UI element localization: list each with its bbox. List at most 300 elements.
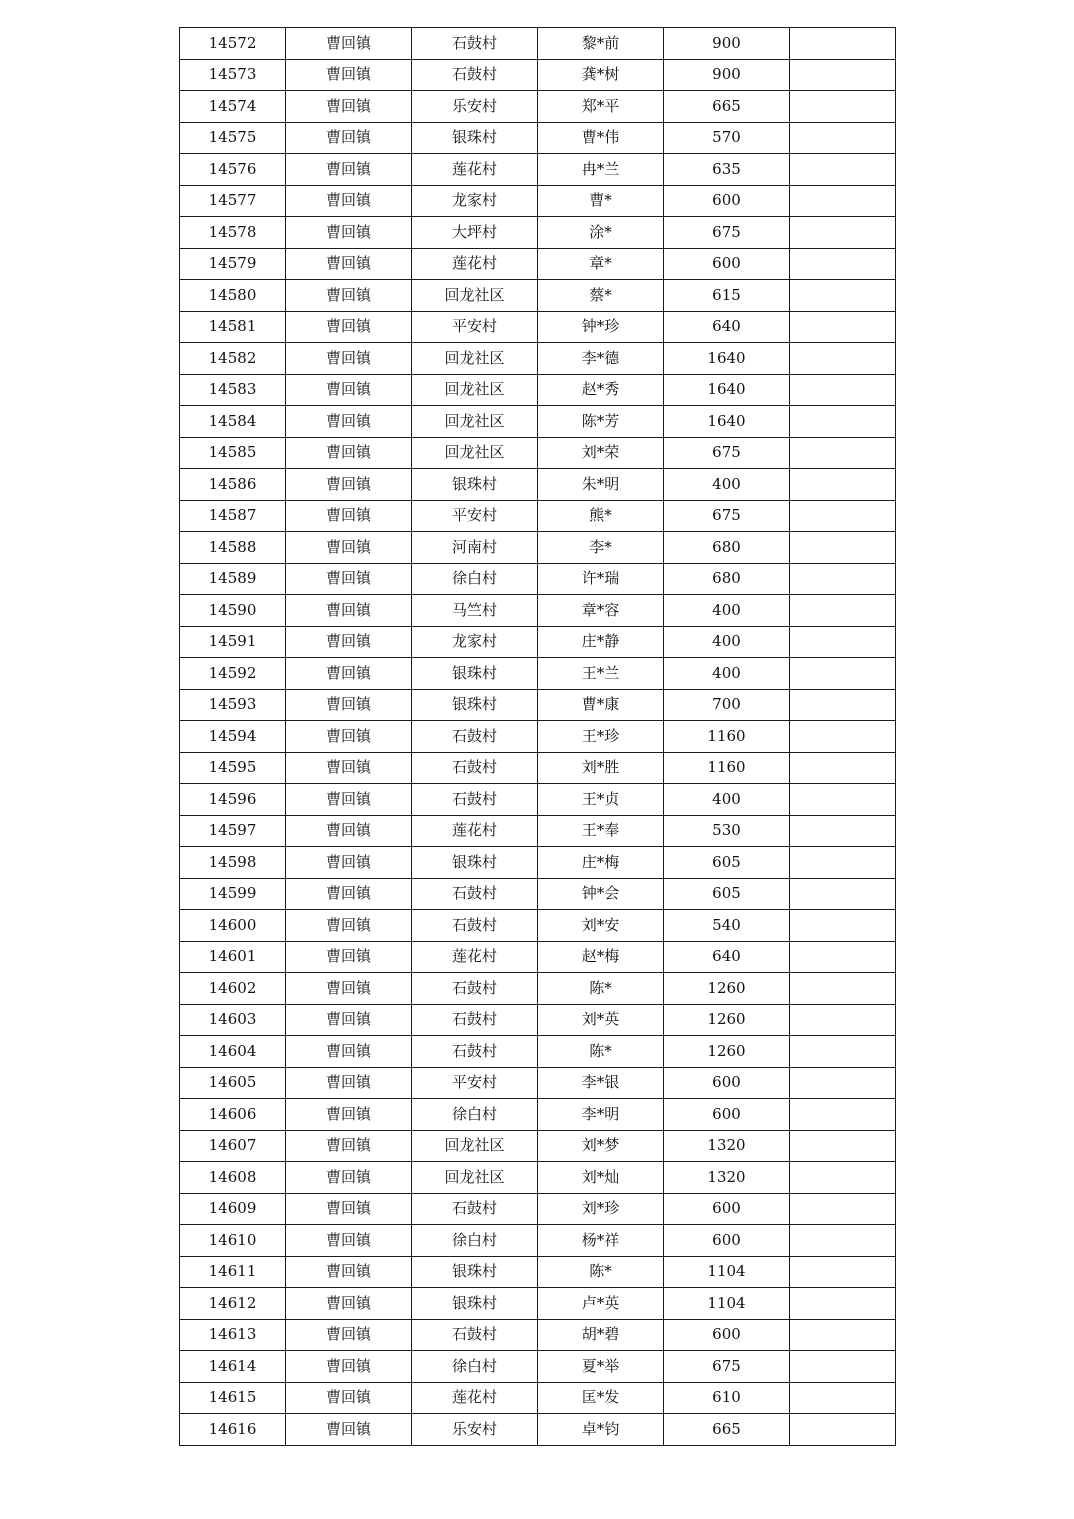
town-cell: 曹回镇 (286, 941, 412, 973)
table-row (180, 28, 896, 60)
person-name-cell: 钟*珍 (538, 311, 664, 343)
amount-cell: 600 (664, 1067, 790, 1099)
note-cell (790, 595, 896, 627)
serial-number-cell: 14608 (180, 1162, 286, 1194)
serial-number-cell: 14583 (180, 374, 286, 406)
village-cell: 平安村 (412, 500, 538, 532)
serial-number-cell: 14584 (180, 406, 286, 438)
town-cell: 曹回镇 (286, 1067, 412, 1099)
village-cell: 银珠村 (412, 1256, 538, 1288)
amount-cell: 615 (664, 280, 790, 312)
amount-cell: 675 (664, 1351, 790, 1383)
note-cell (790, 658, 896, 690)
person-name-cell: 卓*钧 (538, 1414, 664, 1446)
village-cell: 石鼓村 (412, 1004, 538, 1036)
table-row (180, 437, 896, 469)
village-cell: 石鼓村 (412, 973, 538, 1005)
person-name-cell: 郑*平 (538, 91, 664, 123)
person-name-cell: 蔡* (538, 280, 664, 312)
table-row (180, 1067, 896, 1099)
serial-number-cell: 14592 (180, 658, 286, 690)
table-row (180, 248, 896, 280)
amount-cell: 400 (664, 784, 790, 816)
person-name-cell: 刘*梦 (538, 1130, 664, 1162)
table-row (180, 374, 896, 406)
town-cell: 曹回镇 (286, 973, 412, 1005)
town-cell: 曹回镇 (286, 1099, 412, 1131)
serial-number-cell: 14598 (180, 847, 286, 879)
amount-cell: 600 (664, 1225, 790, 1257)
village-cell: 莲花村 (412, 248, 538, 280)
note-cell (790, 532, 896, 564)
person-name-cell: 夏*举 (538, 1351, 664, 1383)
serial-number-cell: 14615 (180, 1382, 286, 1414)
table-row (180, 1319, 896, 1351)
town-cell: 曹回镇 (286, 878, 412, 910)
town-cell: 曹回镇 (286, 721, 412, 753)
town-cell: 曹回镇 (286, 91, 412, 123)
village-cell: 徐白村 (412, 1351, 538, 1383)
note-cell (790, 437, 896, 469)
town-cell: 曹回镇 (286, 154, 412, 186)
table-row (180, 1414, 896, 1446)
table-row (180, 406, 896, 438)
table-row (180, 721, 896, 753)
amount-cell: 1160 (664, 721, 790, 753)
serial-number-cell: 14575 (180, 122, 286, 154)
table-row (180, 532, 896, 564)
village-cell: 徐白村 (412, 1225, 538, 1257)
serial-number-cell: 14611 (180, 1256, 286, 1288)
village-cell: 乐安村 (412, 1414, 538, 1446)
amount-cell: 900 (664, 28, 790, 60)
town-cell: 曹回镇 (286, 500, 412, 532)
note-cell (790, 1067, 896, 1099)
village-cell: 银珠村 (412, 847, 538, 879)
person-name-cell: 卢*英 (538, 1288, 664, 1320)
table-row (180, 847, 896, 879)
table-row (180, 626, 896, 658)
person-name-cell: 刘*安 (538, 910, 664, 942)
town-cell: 曹回镇 (286, 1004, 412, 1036)
person-name-cell: 刘*珍 (538, 1193, 664, 1225)
serial-number-cell: 14577 (180, 185, 286, 217)
note-cell (790, 1319, 896, 1351)
note-cell (790, 91, 896, 123)
amount-cell: 665 (664, 91, 790, 123)
amount-cell: 540 (664, 910, 790, 942)
town-cell: 曹回镇 (286, 28, 412, 60)
person-name-cell: 王*贞 (538, 784, 664, 816)
serial-number-cell: 14613 (180, 1319, 286, 1351)
table-row (180, 752, 896, 784)
person-name-cell: 刘*灿 (538, 1162, 664, 1194)
amount-cell: 1320 (664, 1162, 790, 1194)
town-cell: 曹回镇 (286, 1225, 412, 1257)
table-row (180, 1130, 896, 1162)
town-cell: 曹回镇 (286, 311, 412, 343)
table-row (180, 1162, 896, 1194)
serial-number-cell: 14587 (180, 500, 286, 532)
table-row (180, 154, 896, 186)
amount-cell: 400 (664, 658, 790, 690)
village-cell: 石鼓村 (412, 721, 538, 753)
table-row (180, 910, 896, 942)
note-cell (790, 1099, 896, 1131)
person-name-cell: 胡*碧 (538, 1319, 664, 1351)
serial-number-cell: 14586 (180, 469, 286, 501)
village-cell: 石鼓村 (412, 910, 538, 942)
serial-number-cell: 14579 (180, 248, 286, 280)
town-cell: 曹回镇 (286, 59, 412, 91)
person-name-cell: 冉*兰 (538, 154, 664, 186)
serial-number-cell: 14616 (180, 1414, 286, 1446)
serial-number-cell: 14604 (180, 1036, 286, 1068)
village-cell: 平安村 (412, 311, 538, 343)
amount-cell: 640 (664, 941, 790, 973)
village-cell: 平安村 (412, 1067, 538, 1099)
town-cell: 曹回镇 (286, 752, 412, 784)
table-row (180, 1193, 896, 1225)
town-cell: 曹回镇 (286, 1351, 412, 1383)
note-cell (790, 847, 896, 879)
serial-number-cell: 14573 (180, 59, 286, 91)
village-cell: 龙家村 (412, 626, 538, 658)
amount-cell: 600 (664, 1319, 790, 1351)
table-row (180, 563, 896, 595)
village-cell: 石鼓村 (412, 59, 538, 91)
town-cell: 曹回镇 (286, 1256, 412, 1288)
serial-number-cell: 14580 (180, 280, 286, 312)
village-cell: 徐白村 (412, 1099, 538, 1131)
village-cell: 回龙社区 (412, 343, 538, 375)
note-cell (790, 1414, 896, 1446)
serial-number-cell: 14578 (180, 217, 286, 249)
town-cell: 曹回镇 (286, 437, 412, 469)
person-name-cell: 钟*会 (538, 878, 664, 910)
serial-number-cell: 14610 (180, 1225, 286, 1257)
table-row (180, 500, 896, 532)
note-cell (790, 626, 896, 658)
note-cell (790, 500, 896, 532)
roster-table-body (180, 28, 896, 1446)
town-cell: 曹回镇 (286, 532, 412, 564)
amount-cell: 675 (664, 437, 790, 469)
village-cell: 莲花村 (412, 941, 538, 973)
note-cell (790, 689, 896, 721)
serial-number-cell: 14602 (180, 973, 286, 1005)
note-cell (790, 752, 896, 784)
note-cell (790, 248, 896, 280)
amount-cell: 400 (664, 469, 790, 501)
person-name-cell: 庄*梅 (538, 847, 664, 879)
town-cell: 曹回镇 (286, 1414, 412, 1446)
note-cell (790, 1193, 896, 1225)
person-name-cell: 李*明 (538, 1099, 664, 1131)
amount-cell: 600 (664, 185, 790, 217)
serial-number-cell: 14614 (180, 1351, 286, 1383)
town-cell: 曹回镇 (286, 847, 412, 879)
village-cell: 大坪村 (412, 217, 538, 249)
town-cell: 曹回镇 (286, 122, 412, 154)
village-cell: 银珠村 (412, 1288, 538, 1320)
amount-cell: 400 (664, 626, 790, 658)
serial-number-cell: 14572 (180, 28, 286, 60)
person-name-cell: 陈* (538, 973, 664, 1005)
note-cell (790, 1036, 896, 1068)
amount-cell: 1160 (664, 752, 790, 784)
table-row (180, 311, 896, 343)
person-name-cell: 赵*秀 (538, 374, 664, 406)
serial-number-cell: 14600 (180, 910, 286, 942)
town-cell: 曹回镇 (286, 563, 412, 595)
serial-number-cell: 14609 (180, 1193, 286, 1225)
note-cell (790, 1162, 896, 1194)
serial-number-cell: 14606 (180, 1099, 286, 1131)
serial-number-cell: 14585 (180, 437, 286, 469)
note-cell (790, 343, 896, 375)
person-name-cell: 熊* (538, 500, 664, 532)
town-cell: 曹回镇 (286, 185, 412, 217)
village-cell: 马竺村 (412, 595, 538, 627)
amount-cell: 600 (664, 1193, 790, 1225)
person-name-cell: 刘*胜 (538, 752, 664, 784)
town-cell: 曹回镇 (286, 374, 412, 406)
amount-cell: 1320 (664, 1130, 790, 1162)
town-cell: 曹回镇 (286, 469, 412, 501)
village-cell: 银珠村 (412, 658, 538, 690)
person-name-cell: 李* (538, 532, 664, 564)
town-cell: 曹回镇 (286, 1319, 412, 1351)
amount-cell: 1640 (664, 406, 790, 438)
person-name-cell: 杨*祥 (538, 1225, 664, 1257)
table-row (180, 469, 896, 501)
town-cell: 曹回镇 (286, 910, 412, 942)
serial-number-cell: 14601 (180, 941, 286, 973)
amount-cell: 600 (664, 1099, 790, 1131)
note-cell (790, 878, 896, 910)
note-cell (790, 721, 896, 753)
person-name-cell: 龚*树 (538, 59, 664, 91)
village-cell: 回龙社区 (412, 1130, 538, 1162)
amount-cell: 570 (664, 122, 790, 154)
town-cell: 曹回镇 (286, 689, 412, 721)
note-cell (790, 563, 896, 595)
amount-cell: 900 (664, 59, 790, 91)
town-cell: 曹回镇 (286, 1130, 412, 1162)
town-cell: 曹回镇 (286, 595, 412, 627)
serial-number-cell: 14612 (180, 1288, 286, 1320)
town-cell: 曹回镇 (286, 815, 412, 847)
table-row (180, 280, 896, 312)
amount-cell: 1260 (664, 1036, 790, 1068)
table-row (180, 1288, 896, 1320)
person-name-cell: 黎*前 (538, 28, 664, 60)
person-name-cell: 刘*荣 (538, 437, 664, 469)
note-cell (790, 122, 896, 154)
village-cell: 徐白村 (412, 563, 538, 595)
person-name-cell: 李*银 (538, 1067, 664, 1099)
note-cell (790, 28, 896, 60)
table-row (180, 343, 896, 375)
table-row (180, 973, 896, 1005)
town-cell: 曹回镇 (286, 784, 412, 816)
town-cell: 曹回镇 (286, 1193, 412, 1225)
town-cell: 曹回镇 (286, 1036, 412, 1068)
amount-cell: 400 (664, 595, 790, 627)
village-cell: 石鼓村 (412, 752, 538, 784)
table-row (180, 91, 896, 123)
amount-cell: 1104 (664, 1256, 790, 1288)
amount-cell: 665 (664, 1414, 790, 1446)
person-name-cell: 庄*静 (538, 626, 664, 658)
village-cell: 石鼓村 (412, 28, 538, 60)
table-row (180, 815, 896, 847)
serial-number-cell: 14607 (180, 1130, 286, 1162)
person-name-cell: 曹* (538, 185, 664, 217)
serial-number-cell: 14589 (180, 563, 286, 595)
amount-cell: 640 (664, 311, 790, 343)
village-cell: 石鼓村 (412, 1193, 538, 1225)
note-cell (790, 59, 896, 91)
village-cell: 莲花村 (412, 815, 538, 847)
table-row (180, 689, 896, 721)
person-name-cell: 朱*明 (538, 469, 664, 501)
serial-number-cell: 14574 (180, 91, 286, 123)
roster-table (179, 27, 896, 1446)
person-name-cell: 王*兰 (538, 658, 664, 690)
amount-cell: 680 (664, 563, 790, 595)
village-cell: 河南村 (412, 532, 538, 564)
note-cell (790, 1382, 896, 1414)
table-row (180, 59, 896, 91)
amount-cell: 605 (664, 847, 790, 879)
person-name-cell: 曹*伟 (538, 122, 664, 154)
serial-number-cell: 14581 (180, 311, 286, 343)
amount-cell: 1640 (664, 374, 790, 406)
person-name-cell: 章*容 (538, 595, 664, 627)
amount-cell: 530 (664, 815, 790, 847)
village-cell: 龙家村 (412, 185, 538, 217)
table-row (180, 784, 896, 816)
village-cell: 银珠村 (412, 122, 538, 154)
village-cell: 回龙社区 (412, 406, 538, 438)
note-cell (790, 217, 896, 249)
village-cell: 石鼓村 (412, 1036, 538, 1068)
serial-number-cell: 14576 (180, 154, 286, 186)
table-row (180, 658, 896, 690)
person-name-cell: 曹*康 (538, 689, 664, 721)
town-cell: 曹回镇 (286, 406, 412, 438)
serial-number-cell: 14588 (180, 532, 286, 564)
table-row (180, 1256, 896, 1288)
serial-number-cell: 14597 (180, 815, 286, 847)
amount-cell: 1260 (664, 1004, 790, 1036)
town-cell: 曹回镇 (286, 343, 412, 375)
amount-cell: 600 (664, 248, 790, 280)
table-row (180, 1225, 896, 1257)
person-name-cell: 赵*梅 (538, 941, 664, 973)
town-cell: 曹回镇 (286, 1288, 412, 1320)
note-cell (790, 1130, 896, 1162)
village-cell: 石鼓村 (412, 1319, 538, 1351)
village-cell: 乐安村 (412, 91, 538, 123)
amount-cell: 675 (664, 500, 790, 532)
table-row (180, 122, 896, 154)
person-name-cell: 陈*芳 (538, 406, 664, 438)
village-cell: 莲花村 (412, 1382, 538, 1414)
note-cell (790, 784, 896, 816)
village-cell: 银珠村 (412, 469, 538, 501)
note-cell (790, 469, 896, 501)
note-cell (790, 910, 896, 942)
serial-number-cell: 14591 (180, 626, 286, 658)
village-cell: 回龙社区 (412, 374, 538, 406)
note-cell (790, 1256, 896, 1288)
village-cell: 莲花村 (412, 154, 538, 186)
person-name-cell: 李*德 (538, 343, 664, 375)
table-row (180, 217, 896, 249)
serial-number-cell: 14582 (180, 343, 286, 375)
table-row (180, 185, 896, 217)
note-cell (790, 311, 896, 343)
note-cell (790, 1004, 896, 1036)
village-cell: 石鼓村 (412, 784, 538, 816)
amount-cell: 1640 (664, 343, 790, 375)
amount-cell: 1260 (664, 973, 790, 1005)
note-cell (790, 280, 896, 312)
table-row (180, 1036, 896, 1068)
table-row (180, 1099, 896, 1131)
town-cell: 曹回镇 (286, 248, 412, 280)
village-cell: 回龙社区 (412, 437, 538, 469)
village-cell: 回龙社区 (412, 1162, 538, 1194)
town-cell: 曹回镇 (286, 1382, 412, 1414)
note-cell (790, 941, 896, 973)
serial-number-cell: 14595 (180, 752, 286, 784)
person-name-cell: 王*奉 (538, 815, 664, 847)
note-cell (790, 1288, 896, 1320)
town-cell: 曹回镇 (286, 658, 412, 690)
town-cell: 曹回镇 (286, 280, 412, 312)
person-name-cell: 刘*英 (538, 1004, 664, 1036)
note-cell (790, 1351, 896, 1383)
amount-cell: 700 (664, 689, 790, 721)
serial-number-cell: 14593 (180, 689, 286, 721)
village-cell: 石鼓村 (412, 878, 538, 910)
table-row (180, 595, 896, 627)
amount-cell: 605 (664, 878, 790, 910)
amount-cell: 680 (664, 532, 790, 564)
note-cell (790, 973, 896, 1005)
note-cell (790, 1225, 896, 1257)
note-cell (790, 406, 896, 438)
note-cell (790, 374, 896, 406)
note-cell (790, 154, 896, 186)
person-name-cell: 章* (538, 248, 664, 280)
person-name-cell: 匡*发 (538, 1382, 664, 1414)
amount-cell: 635 (664, 154, 790, 186)
serial-number-cell: 14596 (180, 784, 286, 816)
town-cell: 曹回镇 (286, 1162, 412, 1194)
village-cell: 银珠村 (412, 689, 538, 721)
amount-cell: 610 (664, 1382, 790, 1414)
town-cell: 曹回镇 (286, 217, 412, 249)
person-name-cell: 陈* (538, 1256, 664, 1288)
serial-number-cell: 14590 (180, 595, 286, 627)
serial-number-cell: 14605 (180, 1067, 286, 1099)
serial-number-cell: 14603 (180, 1004, 286, 1036)
